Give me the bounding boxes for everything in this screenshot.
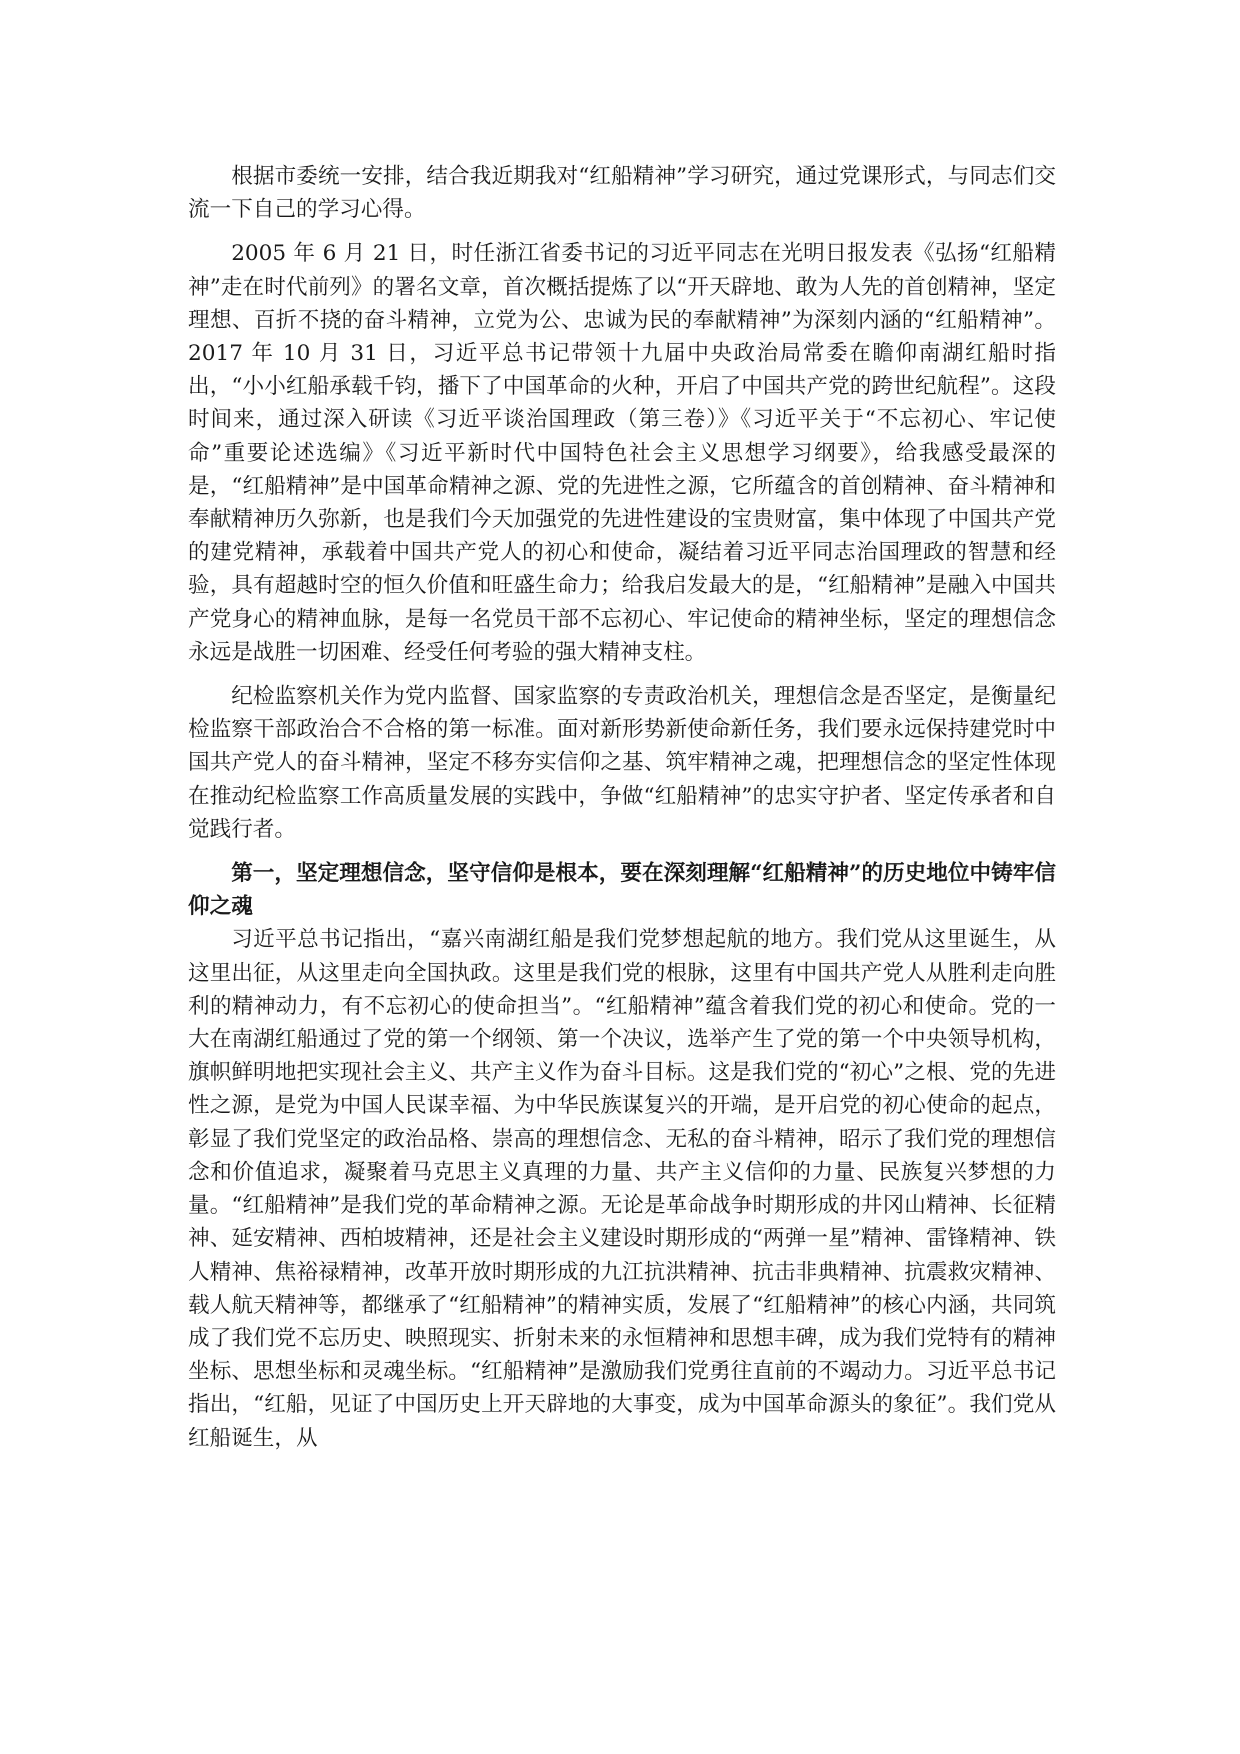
paragraph-intro: 根据市委统一安排，结合我近期我对“红船精神”学习研究，通过党课形式，与同志们交流一下自己的学习心得。: [188, 164, 1056, 223]
document-body: [188, 160, 1056, 1466]
paragraph-red-boat-origin: 2005 年 6 月 21 日，时任浙江省委书记的习近平同志在光明日报发表《弘扬“红船精神”走在时代前列》的署名文章，首次概括提炼了以“开天辟地、敢为人先的首创精神，坚定理想、百折不挠的奋斗精神，立党为公、忠诚为民的奉献精神”为深刻内涵的“红船精神”。2017 年 10 月 31 日，习近平总书记带领十九届中央政治局常委在瞻仰南湖红船时指出，“小小红船承载千钧，播下了中国革命的火种，开启了中国共产党的跨世纪航程”。这段时间来，通过深入研读《习近平谈治国理政（第三卷）》《习近平关于“不忘初心、牢记使命”重要论述选编》《习近平新时代中国特色社会主义思想学习纲要》，给我感受最深的是，“红船精神”是中国革命精神之源、党的先进性之源，它所蕴含的首创精神、奋斗精神和奉献精神历久弥新，也是我们今天加强党的先进性建设的宝贵财富，集中体现了中国共产党的建党精神，承载着中国共产党人的初心和使命，凝结着习近平同志治国理政的智慧和经验，具有超越时空的恒久价值和旺盛生命力；给我启发最大的是，“红船精神”是融入中国共产党身心的精神血脉，是每一名党员干部不忘初心、牢记使命的精神坐标，坚定的理想信念永远是战胜一切困难、经受任何考验的强大精神支柱。: [188, 241, 1056, 665]
paragraph-discipline-organs: 纪检监察机关作为党内监督、国家监察的专责政治机关，理想信念是否坚定，是衡量纪检监察干部政治合不合格的第一标准。面对新形势新使命新任务，我们要永远保持建党时中国共产党人的奋斗精神，坚定不移夯实信仰之基、筑牢精神之魂，把理想信念的坚定性体现在推动纪检监察工作高质量发展的实践中，争做“红船精神”的忠实守护者、坚定传承者和自觉践行者。: [188, 684, 1056, 842]
paragraph-section-one-body: 习近平总书记指出，“嘉兴南湖红船是我们党梦想起航的地方。我们党从这里诞生，从这里出征，从这里走向全国执政。这里是我们党的根脉，这里有中国共产党人从胜利走向胜利的精神动力，有不忘初心的使命担当”。“红船精神”蕴含着我们党的初心和使命。党的一大在南湖红船通过了党的第一个纲领、第一个决议，选举产生了党的第一个中央领导机构，旗帜鲜明地把实现社会主义、共产主义作为奋斗目标。这是我们党的“初心”之根、党的先进性之源，是党为中国人民谋幸福、为中华民族谋复兴的开端，是开启党的初心使命的起点，彰显了我们党坚定的政治品格、崇高的理想信念、无私的奋斗精神，昭示了我们党的理想信念和价值追求，凝聚着马克思主义真理的力量、共产主义信仰的力量、民族复兴梦想的力量。“红船精神”是我们党的革命精神之源。无论是革命战争时期形成的井冈山精神、长征精神、延安精神、西柏坡精神，还是社会主义建设时期形成的“两弹一星”精神、雷锋精神、铁人精神、焦裕禄精神，改革开放时期形成的九江抗洪精神、抗击非典精神、抗震救灾精神、载人航天精神等，都继承了“红船精神”的精神实质，发展了“红船精神”的核心内涵，共同筑成了我们党不忘历史、映照现实、折射未来的永恒精神和思想丰碑，成为我们党特有的精神坐标、思想坐标和灵魂坐标。“红船精神”是激励我们党勇往直前的不竭动力。习近平总书记指出，“红船，见证了中国历史上开天辟地的大事变，成为中国革命源头的象征”。我们党从红船诞生，从: [188, 927, 1056, 1451]
section-heading-first: 第一，坚定理想信念，坚守信仰是根本，要在深刻理解“红船精神”的历史地位中铸牢信仰之魂: [188, 861, 1056, 920]
